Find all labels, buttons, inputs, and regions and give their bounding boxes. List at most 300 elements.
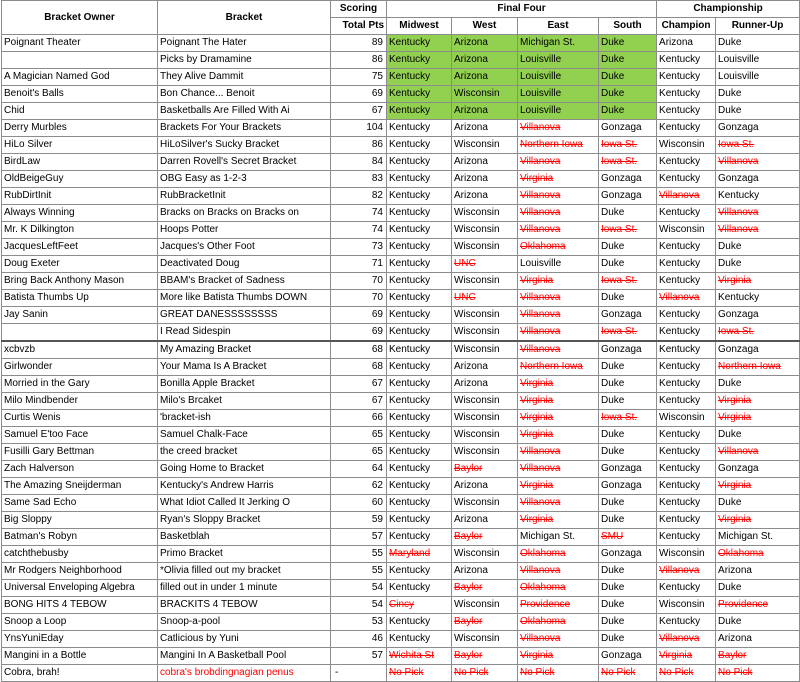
total-pts-cell — [331, 256, 387, 273]
owner-cell-text: Bring Back Anthony Mason — [4, 275, 125, 286]
runner-up-pick-cell — [716, 171, 800, 188]
champion-pick-cell — [657, 529, 716, 546]
bracket-name-cell-text: Mangini In A Basketball Pool — [160, 650, 287, 661]
runner-up-pick-cell-text: Baylor — [718, 650, 747, 661]
total-pts-cell — [331, 273, 387, 290]
east-pick-cell — [518, 171, 599, 188]
east-pick-cell — [518, 188, 599, 205]
west-pick-cell — [452, 597, 518, 614]
south-pick-cell — [599, 444, 657, 461]
east-pick-cell-text: Northern Iowa — [520, 361, 583, 372]
midwest-pick-cell-text: Kentucky — [389, 105, 431, 116]
table-row — [2, 188, 800, 205]
bracket-name-cell — [158, 461, 331, 478]
champion-pick-cell — [657, 427, 716, 444]
total-pts-cell-text: 86 — [371, 139, 383, 150]
champion-pick-cell — [657, 631, 716, 648]
runner-up-pick-cell-text: Villanova — [718, 446, 759, 457]
runner-up-pick-cell — [716, 69, 800, 86]
midwest-pick-cell-text: Kentucky — [389, 361, 431, 372]
runner-up-pick-cell — [716, 154, 800, 171]
west-pick-cell-text: Wisconsin — [454, 326, 500, 337]
bracket-name-cell — [158, 137, 331, 154]
east-pick-cell — [518, 52, 599, 69]
owner-cell — [2, 631, 158, 648]
bracket-name-cell — [158, 665, 331, 682]
midwest-pick-cell — [387, 69, 452, 86]
west-pick-cell — [452, 376, 518, 393]
owner-cell — [2, 120, 158, 137]
champion-pick-cell — [657, 290, 716, 307]
midwest-pick-cell — [387, 239, 452, 256]
runner-up-pick-cell-text: Iowa St. — [718, 139, 755, 150]
total-pts-cell-text: 89 — [371, 37, 383, 48]
east-pick-cell-text: Villanova — [520, 309, 561, 320]
south-pick-cell — [599, 307, 657, 324]
total-pts-cell-text: 68 — [371, 344, 383, 355]
midwest-pick-cell — [387, 103, 452, 120]
midwest-pick-cell-text: Kentucky — [389, 344, 431, 355]
east-pick-cell — [518, 376, 599, 393]
total-pts-cell — [331, 86, 387, 103]
south-pick-cell — [599, 478, 657, 495]
runner-up-pick-cell-text: Virginia — [718, 514, 752, 525]
west-pick-cell-text: Wisconsin — [454, 224, 500, 235]
bracket-name-cell — [158, 120, 331, 137]
east-pick-cell — [518, 495, 599, 512]
total-pts-cell — [331, 393, 387, 410]
runner-up-pick-cell — [716, 597, 800, 614]
east-pick-cell — [518, 239, 599, 256]
west-pick-cell-text: Arizona — [454, 514, 488, 525]
west-pick-cell-text: Arizona — [454, 378, 488, 389]
midwest-pick-cell — [387, 222, 452, 239]
west-pick-cell — [452, 222, 518, 239]
total-pts-cell — [331, 239, 387, 256]
south-pick-cell-text: Duke — [601, 616, 625, 627]
champion-pick-cell — [657, 546, 716, 563]
total-pts-cell-text: 53 — [371, 616, 383, 627]
south-pick-cell — [599, 546, 657, 563]
champion-pick-cell-text: Kentucky — [659, 463, 701, 474]
table-row — [2, 341, 800, 359]
east-pick-cell-text: Oklahoma — [520, 548, 566, 559]
south-pick-cell — [599, 410, 657, 427]
east-pick-cell — [518, 307, 599, 324]
total-pts-cell — [331, 222, 387, 239]
owner-cell-text: Same Sad Echo — [4, 497, 77, 508]
champion-pick-cell — [657, 103, 716, 120]
total-pts-cell — [331, 563, 387, 580]
owner-cell — [2, 188, 158, 205]
owner-cell-text: Milo Mindbender — [4, 395, 78, 406]
south-pick-cell — [599, 495, 657, 512]
east-pick-cell — [518, 444, 599, 461]
runner-up-pick-cell-text: Oklahoma — [718, 548, 764, 559]
bracket-name-cell — [158, 580, 331, 597]
owner-cell-text: Morried in the Gary — [4, 378, 90, 389]
total-pts-cell-text: 74 — [371, 207, 383, 218]
owner-cell-text: Poignant Theater — [4, 37, 81, 48]
east-pick-cell-text: Virginia — [520, 378, 554, 389]
east-pick-cell-text: Louisville — [520, 258, 562, 269]
champion-pick-cell-text: Kentucky — [659, 88, 701, 99]
runner-up-pick-cell-text: Louisville — [718, 71, 760, 82]
champion-pick-cell — [657, 359, 716, 376]
owner-cell — [2, 137, 158, 154]
table-row — [2, 222, 800, 239]
west-pick-cell-text: Arizona — [454, 122, 488, 133]
west-pick-cell — [452, 546, 518, 563]
west-pick-cell-text: Wisconsin — [454, 275, 500, 286]
west-pick-cell — [452, 512, 518, 529]
midwest-pick-cell — [387, 290, 452, 307]
bracket-name-cell — [158, 256, 331, 273]
east-pick-cell — [518, 648, 599, 665]
owner-cell-text: Derry Murbles — [4, 122, 67, 133]
south-pick-cell-text: Duke — [601, 71, 625, 82]
runner-up-pick-cell — [716, 665, 800, 682]
runner-up-pick-cell — [716, 427, 800, 444]
champion-pick-cell-text: Villanova — [659, 190, 700, 201]
owner-cell — [2, 478, 158, 495]
bracket-name-cell — [158, 546, 331, 563]
champion-pick-cell-text: Arizona — [659, 37, 693, 48]
total-pts-cell — [331, 478, 387, 495]
south-pick-cell — [599, 137, 657, 154]
owner-cell-text: A Magician Named God — [4, 71, 110, 82]
south-pick-cell-text: Duke — [601, 429, 625, 440]
table-row — [2, 35, 800, 52]
total-pts-cell-text: 54 — [371, 582, 383, 593]
midwest-pick-cell-text: Maryland — [389, 548, 431, 559]
bracket-name-cell-text: More like Batista Thumbs DOWN — [160, 292, 308, 303]
west-pick-cell — [452, 171, 518, 188]
midwest-pick-cell-text: Cincy — [389, 599, 415, 610]
champion-pick-cell — [657, 376, 716, 393]
champion-pick-cell-text: Virginia — [659, 650, 693, 661]
south-pick-cell — [599, 103, 657, 120]
owner-cell-text: Chid — [4, 105, 25, 116]
bracket-name-cell — [158, 222, 331, 239]
owner-cell-text: Universal Enveloping Algebra — [4, 582, 135, 593]
champion-pick-cell-text: Villanova — [659, 565, 700, 576]
runner-up-pick-cell — [716, 307, 800, 324]
midwest-pick-cell-text: Kentucky — [389, 224, 431, 235]
runner-up-pick-cell-text: Virginia — [718, 412, 752, 423]
bracket-name-cell-text: Darren Rovell's Secret Bracket — [160, 156, 297, 167]
south-pick-cell-text: Iowa St. — [601, 224, 638, 235]
owner-cell-text: JacquesLeftFeet — [4, 241, 78, 252]
south-pick-cell-text: Gonzaga — [601, 122, 642, 133]
champion-pick-cell — [657, 580, 716, 597]
south-pick-cell — [599, 341, 657, 359]
bracket-name-cell — [158, 290, 331, 307]
midwest-pick-cell — [387, 597, 452, 614]
champion-pick-cell — [657, 205, 716, 222]
champion-pick-cell — [657, 597, 716, 614]
total-pts-cell-text: 82 — [371, 190, 383, 201]
west-pick-cell-text: Wisconsin — [454, 548, 500, 559]
owner-cell — [2, 86, 158, 103]
champion-pick-cell-text: No Pick — [659, 667, 694, 678]
bracket-name-cell-text: filled out in under 1 minute — [160, 582, 278, 593]
runner-up-pick-cell — [716, 546, 800, 563]
owner-cell-text: xcbvzb — [4, 344, 36, 355]
midwest-pick-cell-text: Kentucky — [389, 582, 431, 593]
owner-cell — [2, 154, 158, 171]
east-pick-cell — [518, 137, 599, 154]
runner-up-pick-cell-text: Duke — [718, 429, 742, 440]
east-pick-cell-text: Michigan St. — [520, 37, 576, 48]
runner-up-pick-cell-text: Virginia — [718, 480, 752, 491]
bracket-name-cell-text: BRACKITS 4 TEBOW — [160, 599, 258, 610]
total-pts-cell — [331, 205, 387, 222]
east-pick-cell-text: Virginia — [520, 429, 554, 440]
west-pick-cell-text: Wisconsin — [454, 599, 500, 610]
champion-pick-cell-text: Kentucky — [659, 309, 701, 320]
total-pts-cell — [331, 631, 387, 648]
midwest-pick-cell — [387, 256, 452, 273]
east-pick-cell-text: Villanova — [520, 344, 561, 355]
midwest-pick-cell — [387, 341, 452, 359]
champion-pick-cell-text: Wisconsin — [659, 599, 705, 610]
midwest-pick-cell — [387, 665, 452, 682]
midwest-pick-cell — [387, 631, 452, 648]
table-row — [2, 444, 800, 461]
runner-up-pick-cell — [716, 222, 800, 239]
west-pick-cell-text: Baylor — [454, 650, 483, 661]
south-pick-cell — [599, 154, 657, 171]
bracket-name-cell — [158, 597, 331, 614]
header-row-1 — [2, 1, 800, 18]
owner-cell — [2, 256, 158, 273]
midwest-pick-cell — [387, 205, 452, 222]
owner-cell — [2, 461, 158, 478]
east-pick-cell — [518, 290, 599, 307]
south-pick-cell — [599, 563, 657, 580]
midwest-pick-cell-text: Kentucky — [389, 497, 431, 508]
west-pick-cell-text: Wisconsin — [454, 344, 500, 355]
bracket-name-cell — [158, 205, 331, 222]
champion-pick-cell — [657, 665, 716, 682]
owner-cell — [2, 324, 158, 342]
header-runner-up: Runner-Up — [716, 18, 800, 35]
total-pts-cell — [331, 69, 387, 86]
table-row — [2, 580, 800, 597]
table-row — [2, 256, 800, 273]
total-pts-cell — [331, 597, 387, 614]
champion-pick-cell-text: Kentucky — [659, 395, 701, 406]
runner-up-pick-cell-text: Iowa St. — [718, 326, 755, 337]
table-row — [2, 154, 800, 171]
south-pick-cell-text: Duke — [601, 88, 625, 99]
owner-cell-text: Always Winning — [4, 207, 75, 218]
midwest-pick-cell-text: Kentucky — [389, 122, 431, 133]
west-pick-cell-text: Arizona — [454, 71, 488, 82]
south-pick-cell-text: Duke — [601, 292, 625, 303]
east-pick-cell-text: Villanova — [520, 190, 561, 201]
owner-cell-text: Jay Sanin — [4, 309, 48, 320]
total-pts-cell-text: 55 — [371, 565, 383, 576]
table-row — [2, 290, 800, 307]
bracket-name-cell — [158, 188, 331, 205]
total-pts-cell-text: 65 — [371, 429, 383, 440]
west-pick-cell-text: Arizona — [454, 190, 488, 201]
table-row — [2, 648, 800, 665]
south-pick-cell-text: Gonzaga — [601, 480, 642, 491]
champion-pick-cell — [657, 614, 716, 631]
champion-pick-cell-text: Kentucky — [659, 616, 701, 627]
midwest-pick-cell-text: Kentucky — [389, 395, 431, 406]
champion-pick-cell — [657, 137, 716, 154]
owner-cell — [2, 103, 158, 120]
midwest-pick-cell-text: Kentucky — [389, 54, 431, 65]
east-pick-cell — [518, 222, 599, 239]
header-east: East — [518, 18, 599, 35]
runner-up-pick-cell-text: Virginia — [718, 275, 752, 286]
champion-pick-cell-text: Kentucky — [659, 514, 701, 525]
bracket-name-cell — [158, 239, 331, 256]
owner-cell-text: Mr. K Dilkington — [4, 224, 75, 235]
header-west: West — [452, 18, 518, 35]
bracket-name-cell — [158, 393, 331, 410]
runner-up-pick-cell — [716, 103, 800, 120]
south-pick-cell-text: Duke — [601, 497, 625, 508]
header-midwest: Midwest — [387, 18, 452, 35]
header-scoring: Scoring — [331, 1, 387, 18]
owner-cell-text: YnsYuniEday — [4, 633, 64, 644]
bracket-name-cell-text: Samuel Chalk-Face — [160, 429, 248, 440]
bracket-name-cell-text: Deactivated Doug — [160, 258, 240, 269]
midwest-pick-cell-text: Kentucky — [389, 326, 431, 337]
south-pick-cell-text: Duke — [601, 446, 625, 457]
champion-pick-cell-text: Kentucky — [659, 241, 701, 252]
midwest-pick-cell-text: Kentucky — [389, 88, 431, 99]
runner-up-pick-cell-text: Gonzaga — [718, 309, 759, 320]
total-pts-cell — [331, 103, 387, 120]
south-pick-cell-text: Gonzaga — [601, 190, 642, 201]
midwest-pick-cell — [387, 324, 452, 342]
runner-up-pick-cell-text: Louisville — [718, 54, 760, 65]
runner-up-pick-cell — [716, 35, 800, 52]
table-row — [2, 393, 800, 410]
owner-cell-text: Big Sloppy — [4, 514, 52, 525]
south-pick-cell — [599, 256, 657, 273]
total-pts-cell-text: 65 — [371, 446, 383, 457]
midwest-pick-cell — [387, 154, 452, 171]
owner-cell — [2, 393, 158, 410]
south-pick-cell — [599, 52, 657, 69]
midwest-pick-cell — [387, 86, 452, 103]
bracket-name-cell-text: the creed bracket — [160, 446, 238, 457]
runner-up-pick-cell — [716, 512, 800, 529]
west-pick-cell — [452, 35, 518, 52]
east-pick-cell-text: Villanova — [520, 565, 561, 576]
east-pick-cell-text: Villanova — [520, 463, 561, 474]
owner-cell — [2, 512, 158, 529]
south-pick-cell — [599, 222, 657, 239]
bracket-name-cell-text: Bonilla Apple Bracket — [160, 378, 255, 389]
owner-cell-text: HiLo Silver — [4, 139, 53, 150]
total-pts-cell-text: 64 — [371, 463, 383, 474]
midwest-pick-cell — [387, 427, 452, 444]
south-pick-cell-text: Duke — [601, 258, 625, 269]
owner-cell — [2, 359, 158, 376]
west-pick-cell-text: Arizona — [454, 361, 488, 372]
west-pick-cell — [452, 290, 518, 307]
champion-pick-cell — [657, 273, 716, 290]
champion-pick-cell-text: Wisconsin — [659, 548, 705, 559]
owner-cell — [2, 665, 158, 682]
south-pick-cell-text: Duke — [601, 395, 625, 406]
east-pick-cell — [518, 341, 599, 359]
south-pick-cell-text: Duke — [601, 599, 625, 610]
table-row — [2, 120, 800, 137]
bracket-name-cell — [158, 427, 331, 444]
table-row — [2, 495, 800, 512]
champion-pick-cell — [657, 461, 716, 478]
total-pts-cell-text: 74 — [371, 224, 383, 235]
bracket-name-cell-text: I Read Sidespin — [160, 326, 231, 337]
east-pick-cell — [518, 631, 599, 648]
west-pick-cell-text: UNC — [454, 258, 476, 269]
total-pts-cell — [331, 376, 387, 393]
west-pick-cell-text: Wisconsin — [454, 241, 500, 252]
owner-cell — [2, 546, 158, 563]
runner-up-pick-cell-text: Duke — [718, 37, 742, 48]
west-pick-cell-text: Wisconsin — [454, 633, 500, 644]
total-pts-cell — [331, 324, 387, 342]
owner-cell — [2, 410, 158, 427]
east-pick-cell-text: Oklahoma — [520, 582, 566, 593]
champion-pick-cell-text: Kentucky — [659, 326, 701, 337]
champion-pick-cell — [657, 563, 716, 580]
owner-cell — [2, 427, 158, 444]
east-pick-cell-text: Virginia — [520, 650, 554, 661]
south-pick-cell — [599, 529, 657, 546]
owner-cell-text: Doug Exeter — [4, 258, 60, 269]
runner-up-pick-cell — [716, 478, 800, 495]
total-pts-cell — [331, 529, 387, 546]
east-pick-cell-text: Louisville — [520, 54, 562, 65]
table-row — [2, 546, 800, 563]
south-pick-cell — [599, 512, 657, 529]
champion-pick-cell — [657, 239, 716, 256]
east-pick-cell-text: Villanova — [520, 122, 561, 133]
west-pick-cell-text: UNC — [454, 292, 476, 303]
champion-pick-cell-text: Villanova — [659, 292, 700, 303]
header-final-four: Final Four — [387, 1, 657, 18]
midwest-pick-cell-text: Kentucky — [389, 446, 431, 457]
total-pts-cell — [331, 52, 387, 69]
champion-pick-cell-text: Kentucky — [659, 258, 701, 269]
midwest-pick-cell — [387, 376, 452, 393]
midwest-pick-cell-text: Kentucky — [389, 173, 431, 184]
total-pts-cell — [331, 188, 387, 205]
west-pick-cell-text: Wisconsin — [454, 88, 500, 99]
west-pick-cell — [452, 69, 518, 86]
bracket-name-cell — [158, 324, 331, 342]
west-pick-cell-text: Arizona — [454, 156, 488, 167]
total-pts-cell-text: 46 — [371, 633, 383, 644]
runner-up-pick-cell — [716, 410, 800, 427]
west-pick-cell — [452, 393, 518, 410]
runner-up-pick-cell — [716, 444, 800, 461]
west-pick-cell — [452, 273, 518, 290]
midwest-pick-cell-text: Kentucky — [389, 37, 431, 48]
runner-up-pick-cell — [716, 393, 800, 410]
